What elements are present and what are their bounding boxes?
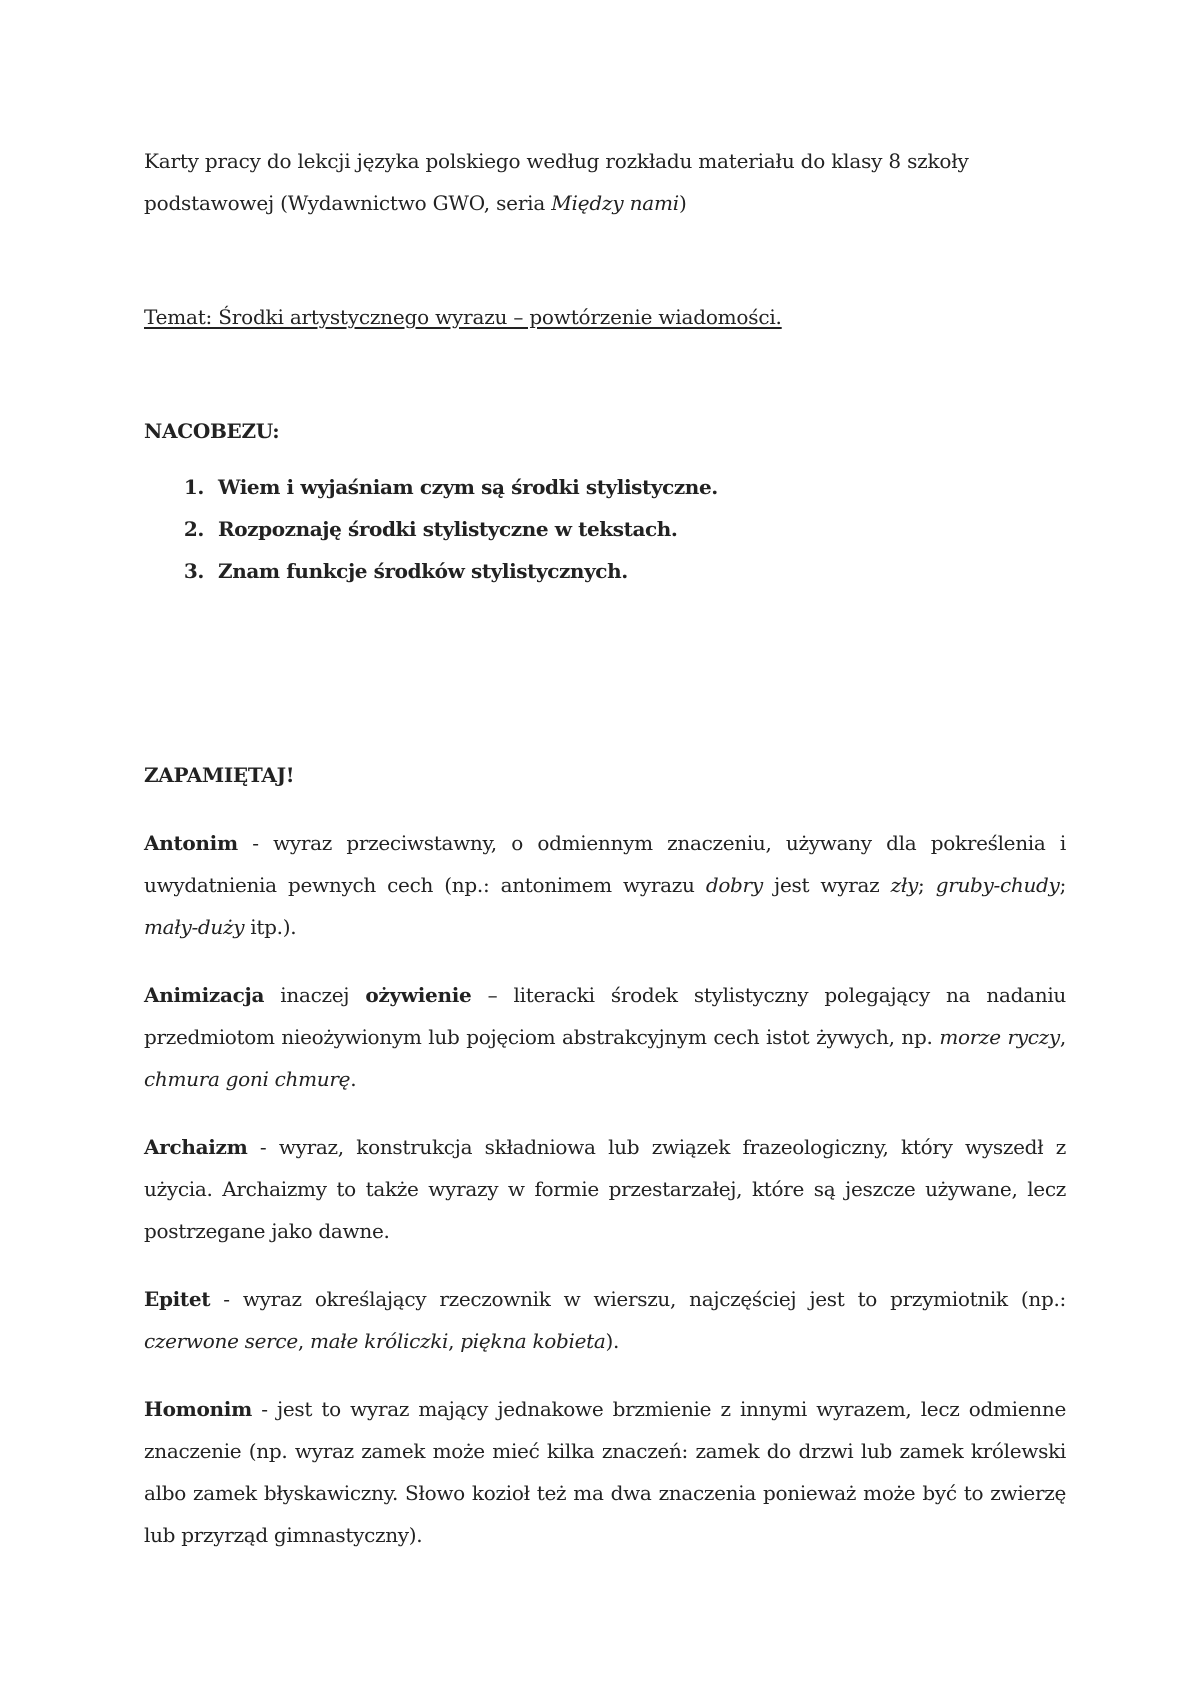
definition-homonim	[144, 1388, 1066, 1556]
definition-text: – literacki środek stylistyczny polegający na nadaniu przedmiotom nieożywionym lub pojęciom abstrakcyjnym cech istot żywych, np.	[144, 983, 1067, 1049]
definition-archaizm	[144, 1126, 1066, 1252]
example-text: piękna kobieta	[460, 1329, 606, 1353]
definition-text: .	[350, 1067, 357, 1091]
definition-epitet	[144, 1278, 1066, 1362]
intro-text-end: )	[678, 191, 687, 215]
example-text: morze ryczy	[939, 1025, 1060, 1049]
definition-term-alt: ożywienie	[365, 983, 472, 1007]
definition-animizacja	[144, 974, 1066, 1100]
definition-text: inaczej	[264, 983, 366, 1007]
list-item-text: Znam funkcje środków stylistycznych.	[218, 559, 628, 583]
example-text: gruby-chudy	[935, 873, 1060, 897]
definition-term: Animizacja	[144, 983, 265, 1007]
definition-text: jest wyraz	[762, 873, 891, 897]
document-page	[144, 140, 1066, 1556]
example-text: małe króliczki	[310, 1329, 449, 1353]
definition-term: Homonim	[144, 1397, 252, 1421]
definition-term: Antonim	[144, 831, 238, 855]
definition-text: ,	[448, 1329, 461, 1353]
series-name: Między nami	[551, 191, 679, 215]
definition-text: ,	[1059, 1025, 1066, 1049]
definition-term: Epitet	[144, 1287, 211, 1311]
list-item	[144, 508, 1066, 550]
example-text: zły	[890, 873, 919, 897]
list-item	[144, 466, 1066, 508]
definition-term: Archaizm	[144, 1135, 248, 1159]
list-item-text: Rozpoznaję środki stylistyczne w tekstach.	[218, 517, 678, 541]
definition-antonim	[144, 822, 1066, 948]
list-item-number: 3.	[183, 559, 204, 583]
definition-text: ;	[1059, 873, 1067, 897]
nacobezu-heading: NACOBEZU:	[144, 419, 280, 443]
definition-text: - wyraz przeciwstawny, o odmiennym znaczeniu, używany dla pokreślenia i uwydatnienia pewnych cech (np.: antonimem wyrazu	[144, 831, 1066, 897]
intro-text: Karty pracy do lekcji języka polskiego według rozkładu materiału do klasy 8 szkoły podstawowej (Wydawnictwo GWO, seria	[144, 149, 969, 215]
example-text: czerwone serce	[144, 1329, 298, 1353]
list-item	[144, 550, 1066, 592]
example-text: mały-duży	[144, 915, 245, 939]
goals-list	[144, 466, 1066, 592]
example-text: dobry	[705, 873, 763, 897]
definition-text: itp.).	[244, 915, 297, 939]
list-item-text: Wiem i wyjaśniam czym są środki stylistyczne.	[218, 475, 718, 499]
intro-paragraph	[144, 140, 1066, 224]
lesson-topic: Temat: Środki artystycznego wyrazu – powtórzenie wiadomości.	[144, 305, 782, 329]
list-item-number: 2.	[183, 517, 204, 541]
definition-text: ;	[918, 873, 936, 897]
list-item-number: 1.	[183, 475, 204, 499]
definition-text: - wyraz, konstrukcja składniowa lub związek frazeologiczny, który wyszedł z użycia. Archaizmy to także wyrazy w formie przestarzałej, które są jeszcze używane, lecz postrzegane jako dawne.	[144, 1135, 1066, 1243]
definition-text: ).	[605, 1329, 620, 1353]
example-text: chmura goni chmurę	[144, 1067, 351, 1091]
zapamietaj-heading: ZAPAMIĘTAJ!	[144, 763, 295, 787]
definition-text: - wyraz określający rzeczownik w wierszu, najczęściej jest to przymiotnik (np.:	[210, 1287, 1066, 1311]
definition-text: ,	[297, 1329, 310, 1353]
definition-text: - jest to wyraz mający jednakowe brzmienie z innymi wyrazem, lecz odmienne znaczenie (np. wyraz zamek może mieć kilka znaczeń: zamek do drzwi lub zamek królewski albo zamek błyskawiczny. Słowo kozioł też ma dwa znaczenia ponieważ może być to zwierzę lub przyrząd gimnastyczny).	[144, 1397, 1066, 1547]
